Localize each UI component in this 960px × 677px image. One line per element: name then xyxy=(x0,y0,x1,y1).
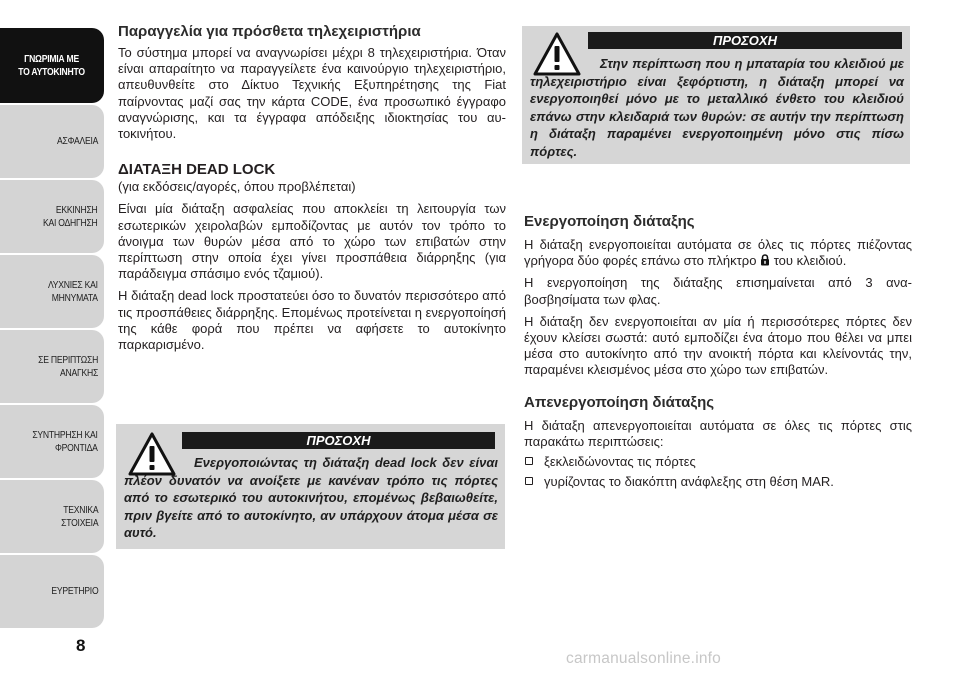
tab-getting-to-know-car[interactable]: ΓΝΩΡΙΜΙΑ ΜΕ ΤΟ ΑΥΤΟΚΙΝΗΤΟ xyxy=(0,28,104,103)
deactivation-paragraph: Η διάταξη απενεργοποιείται αυτόματα σε όλες τις πόρτες στις παρακάτω περιπτώσεις: xyxy=(524,417,912,449)
warning-label: ΠΡΟΣΟΧΗ xyxy=(182,432,495,449)
activation-heading: Ενεργοποίηση διάταξης xyxy=(524,213,695,230)
right-column xyxy=(524,212,912,490)
dead-lock-heading: ΔΙΑΤΑΞΗ DEAD LOCK xyxy=(118,161,276,179)
activation-text: Η διάταξη ενεργοποιείται αυτόματα σε όλες τις πόρτες πιέζοντας γρήγορα δύο φορές επάνω στο πλήκτρο xyxy=(524,237,912,269)
deactivation-list xyxy=(524,454,912,490)
warning-text: Ενεργοποιώντας τη διάταξη dead lock δεν είναι πλέον δυνατόν να ανοίξετε με κανέναν τρόπο τις πόρτες από το εσωτερικό του αυτοκινήτου, επομένως βεβαιωθείτε, πριν βγείτε από το αυτοκίνητο, αν υπάρχουν άτομα μέσα σε αυτό. xyxy=(124,455,498,540)
deactivation-heading: Απενεργοποίηση διάταξης xyxy=(524,393,715,411)
activation-text-end: του κλειδιού. xyxy=(773,253,847,269)
dead-lock-recommendation: Η διάταξη dead lock προστατεύει όσο το δυνατόν περισσότερο από τις προσπάθειες διάρρηξης. Επομένως προτείνεται η ενεργοποίησή της κάθε φορά που πρέπει να αφήσετε το αυτοκίνητο παρκαρισμένο. xyxy=(118,288,506,353)
tab-index[interactable]: ΕΥΡΕΤΗΡΙΟ xyxy=(0,555,104,628)
checkbox-bullet-icon xyxy=(525,457,533,465)
list-item-text: ξεκλειδώνοντας τις πόρτες xyxy=(544,454,696,470)
tab-starting-driving[interactable]: ΕΚΚΙΝΗΣΗ ΚΑΙ ΟΔΗΓΗΣΗ xyxy=(0,180,104,253)
list-item xyxy=(524,454,912,470)
warning-text: Στην περίπτωση που η μπαταρία του κλειδιού με τηλεχειριστήριο είναι ξεφόρτιστη, η διάταξη μπορεί να ενεργοποιηθεί μόνο με το μεταλλικό ένθετο του κλειδιού επάνω στην κλειδαριά των θυρών: σε αυτήν την περίπτωση η διάταξη παραμένει ενεργοποιημένη μόνο στις πίσω πόρτες. xyxy=(530,56,904,159)
list-item-text: γυρίζοντας το διακόπτη ανάφλεξης στη θέση MAR. xyxy=(544,474,834,490)
tab-technical-data[interactable]: ΤΕΧΝΙΚΑ ΣΤΟΙΧΕΙΑ xyxy=(0,480,104,553)
dead-lock-applicability-note: (για εκδόσεις/αγορές, όπου προβλέπεται) xyxy=(118,179,356,195)
left-column xyxy=(118,22,506,353)
battery-warning-box xyxy=(522,26,910,164)
page-number: 8 xyxy=(76,636,86,655)
activation-paragraph-3: Η διάταξη δεν ενεργοποιείται αν μία ή περισσότερες πόρτες δεν έχουν κλείσει σωστά: αυτό εμποδίζει ένα άτομο που θέλει να μπει μέσα στο αυτοκίνητο από την ανοικτή πόρτα και κλείνοντάς την, παραμένει κλεισμένος μέσα στο χώρο των επιβατών. xyxy=(524,313,912,378)
activation-paragraph-2: Η ενεργοποίηση της διάταξης επισημαίνεται από 3 αναβοσβησίματα των φλας. xyxy=(524,275,912,307)
tab-warning-lights-messages[interactable]: ΛΥΧΝΙΕΣ ΚΑΙ ΜΗΝΥΜΑΤΑ xyxy=(0,255,104,328)
tab-emergency[interactable]: ΣΕ ΠΕΡΙΠΤΩΣΗ ΑΝΑΓΚΗΣ xyxy=(0,330,104,403)
checkbox-bullet-icon xyxy=(525,477,533,485)
dead-lock-warning-box xyxy=(116,424,505,549)
order-remotes-heading: Παραγγελία για πρόσθετα τηλεχειριστήρια xyxy=(118,23,421,40)
tab-safety[interactable]: ΑΣΦΑΛΕΙΑ xyxy=(0,105,104,178)
dead-lock-description: Είναι μία διάταξη ασφαλείας που αποκλείει τη λειτουργία των εσωτερικών χειρολαβών εμποδίζοντας με αυτόν τον τρόπο το άνοιγμα των θυρών μέσα από το χώρο των επιβατών στην περίπτωση στην οποία έχει γίνει προσπάθεια διάρρηξης (για παράδειγμα σπάσιμο ενός τζαμιού). xyxy=(118,201,506,282)
order-remotes-paragraph: Το σύστημα μπορεί να αναγνωρίσει μέχρι 8 τηλεχειριστήρια. Όταν είναι απαραίτητο να παραγγείλετε ένα καινούργιο τηλεχειριστήριο, απευθυνθείτε στο Δίκτυο Τεχνικής Εξυπηρέτησης της Fiat παίρνοντας μαζί σας την κάρτα CODE, ένα προσωπικό έγγραφο αναγνώρισης, και τα έγγραφα απόδειξης ιδιοκτησίας του αυτοκινήτου. xyxy=(118,45,506,142)
padlock-icon xyxy=(760,254,770,266)
watermark: carmanualsonline.info xyxy=(566,650,721,667)
list-item xyxy=(524,474,912,490)
activation-paragraph-1 xyxy=(524,237,912,269)
warning-label: ΠΡΟΣΟΧΗ xyxy=(588,32,902,49)
tab-maintenance-care[interactable]: ΣΥΝΤΗΡΗΣΗ ΚΑΙ ΦΡΟΝΤΙΔΑ xyxy=(0,405,104,478)
